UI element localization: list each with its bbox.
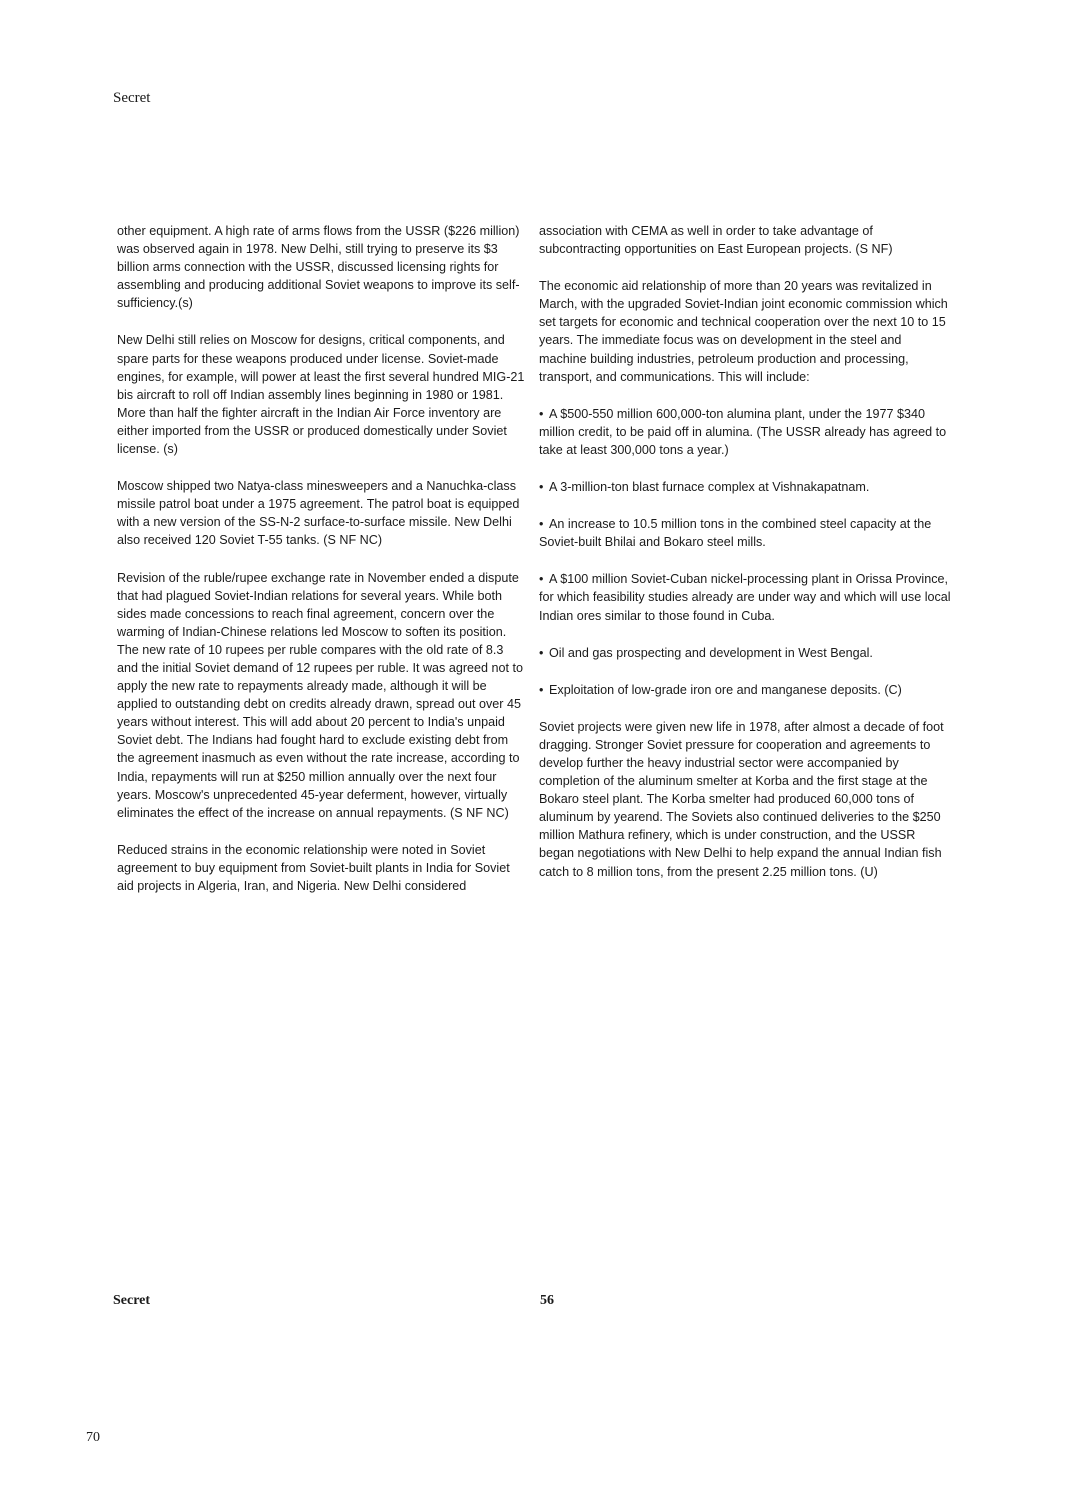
bullet-item bbox=[539, 644, 951, 662]
bullet-text: Oil and gas prospecting and development in West Bengal. bbox=[549, 645, 873, 660]
left-column bbox=[117, 222, 525, 914]
bullet-dot-icon: • bbox=[539, 517, 544, 532]
paragraph-exchange-rate: Revision of the ruble/rupee exchange rate in November ended a dispute that had plagued Soviet-Indian relations for several years. While both sides made concessions to reach final agreement, concern over the warming of Indian-Chinese relations led Moscow to soften its position. The new rate of 10 rupees per ruble compares with the old rate of 8.3 and the initial Soviet demand of 12 rupees per ruble. It was agreed not to apply the new rate to repayments already made, although it will be applied to outstanding debt on credits already drawn, spread out over 45 years without interest. This will add about 20 percent to India's unpaid Soviet debt. The Indians had fought hard to exclude existing debt from the agreement inasmuch as even without the rate increase, according to India, repayments will run at $250 million annually over the next four years. Moscow's unprecedented 45-year deferment, however, virtually eliminates the effect of the increase on annual repayments. (S NF NC) bbox=[117, 570, 524, 820]
bullet-dot-icon: • bbox=[539, 480, 544, 495]
paragraph-reduced-strains: Reduced strains in the economic relationship were noted in Soviet agreement to buy equipment from Soviet-built plants in India for Soviet aid projects in Algeria, Iran, and Nigeria. New Delhi considered bbox=[117, 842, 510, 893]
bullet-dot-icon: • bbox=[539, 406, 544, 421]
header-classification: Secret bbox=[113, 90, 151, 106]
bullet-item bbox=[539, 681, 951, 699]
bullet-dot-icon: • bbox=[539, 645, 544, 660]
bullet-text: Exploitation of low-grade iron ore and manganese deposits. (C) bbox=[549, 682, 902, 697]
bullet-text: A 3-million-ton blast furnace complex at Vishnakapatnam. bbox=[549, 480, 870, 495]
paragraph-economic-aid: The economic aid relationship of more than 20 years was revitalized in March, with the upgraded Soviet-Indian joint economic commission which set targets for economic and technical cooperation over the next 10 to 15 years. The immediate focus was on development in the steel and machine building industries, petroleum production and processing, transport, and communications. This will include: bbox=[539, 279, 948, 384]
bullet-item bbox=[539, 570, 951, 624]
paragraph-soviet-projects: Soviet projects were given new life in 1978, after almost a decade of foot dragging. Stronger Soviet pressure for cooperation and agreements to develop further the heavy industrial sector were accompanied by completion of the aluminum smelter at Korba and the first stage at the Bokaro steel plant. The Korba smelter had produced 60,000 tons of aluminum by yearend. The Soviets also continued deliveries to the $250 million Mathura refinery, which is under construction, and the USSR began negotiations with New Delhi to help expand the annual Indian fish catch to 8 million tons, from the present 2.25 million tons. (U) bbox=[539, 719, 944, 879]
bullet-text: A $100 million Soviet-Cuban nickel-processing plant in Orissa Province, for which feasibility studies already are under way and which will use local Indian ores similar to those found in Cuba. bbox=[539, 572, 951, 623]
bullet-item bbox=[539, 478, 951, 496]
paragraph-naval-shipments: Moscow shipped two Natya-class minesweepers and a Nanuchka-class missile patrol boat under a 1975 agreement. The patrol boat is equipped with a new version of the SS-N-2 surface-to-surface missile. New Delhi also received 120 Soviet T-55 tanks. (S NF NC) bbox=[117, 479, 520, 548]
bullet-dot-icon: • bbox=[539, 572, 544, 587]
bullet-item bbox=[539, 515, 951, 551]
paragraph-designs-components: New Delhi still relies on Moscow for designs, critical components, and spare parts for these weapons produced under license. Soviet-made engines, for example, will power at least the first several hundred MIG-21 bis aircraft to roll off Indian assembly lines beginning in 1980 or 1981. More than half the fighter aircraft in the Indian Air Force inventory are either imported from the USSR or produced domestically under Soviet license. (s) bbox=[117, 333, 525, 457]
footer-classification: Secret bbox=[113, 1293, 151, 1308]
right-column bbox=[539, 222, 951, 900]
bullet-text: An increase to 10.5 million tons in the combined steel capacity at the Soviet-built Bhilai and Bokaro steel mills. bbox=[539, 517, 932, 550]
paragraph-cema-association: association with CEMA as well in order to take advantage of subcontracting opportunities on East European projects. (S NF) bbox=[539, 224, 893, 257]
bottom-page-number: 70 bbox=[86, 1430, 100, 1445]
bullet-dot-icon: • bbox=[539, 682, 544, 697]
page-number: 56 bbox=[540, 1293, 554, 1308]
bullet-item bbox=[539, 405, 951, 459]
bullet-text: A $500-550 million 600,000-ton alumina plant, under the 1977 $340 million credit, to be paid off in alumina. (The USSR already has agreed to take at least 300,000 tons a year.) bbox=[539, 406, 947, 457]
paragraph-arms-flows: other equipment. A high rate of arms flows from the USSR ($226 million) was observed again in 1978. New Delhi, still trying to preserve its $3 billion arms connection with the USSR, discussed licensing rights for assembling and producing additional Soviet weapons to improve its self-sufficiency.(s) bbox=[117, 224, 520, 311]
